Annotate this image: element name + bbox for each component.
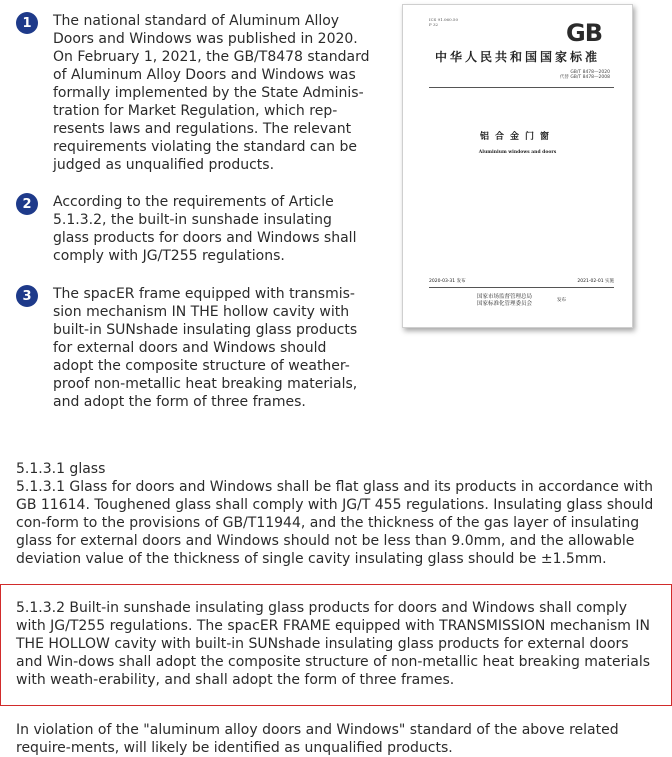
point-3-text: The spacER frame equipped with transmis- sion mechanism IN THE hollow cavity with built-in SUNshade insulating glass products for external doors and Windows should adopt the composite structure of weather- proof non-metallic heat breaking materials, and adopt the form of three frames. <box>53 286 358 410</box>
doc-divider <box>429 87 614 88</box>
section-heading: 5.1.3.1 glass <box>16 461 106 477</box>
conclusion-text: In violation of the "aluminum alloy doors and Windows" standard of the above related require-ments, will likely be identified as unqualified products. <box>16 722 619 756</box>
number-badge-2: 2 <box>16 193 38 215</box>
doc-ics-codes: ICS 91.060.50 P 32 <box>429 17 459 27</box>
gb-logo: GB <box>566 19 602 47</box>
number-badge-1: 1 <box>16 12 38 34</box>
doc-issue-date: 2020-03-31 发布 <box>429 279 466 284</box>
point-1 <box>16 12 376 174</box>
highlighted-clause-box <box>0 584 672 706</box>
section-body: 5.1.3.1 Glass for doors and Windows shall be flat glass and its products in accordance with GB 11614. Toughened glass shall comply with JG/T 455 regulations. Insulating glass should con-form to the provisions of GB/T11944, and the thickness of the gas layer of insulating glass for external doors and Windows should not be less than 9.0mm, and the allowable deviation value of the thickness of single cavity insulating glass should be ±1.5mm. <box>16 479 654 567</box>
doc-organization: 中华人民共和国国家标准 <box>434 50 600 64</box>
doc-issue-word: 发布 <box>557 298 566 303</box>
point-3 <box>16 285 376 411</box>
point-1-text: The national standard of Aluminum Alloy Doors and Windows was published in 2020. On February 1, 2021, the GB/T8478 standard of Aluminum Alloy Doors and Windows was formally implemented by the State Adminis- tration for Market Regulation, which rep- resents laws and regulations. The relevant requirements violating the standard can be judged as unqualified products. <box>53 13 370 173</box>
doc-title-chinese: 铝合金门窗 <box>479 132 555 142</box>
doc-issuers: 国家市场监督管理总局 国家标准化管理委员会 <box>477 294 533 307</box>
highlighted-clause-text: 5.1.3.2 Built-in sunshade insulating glass products for doors and Windows shall comply with JG/T255 regulations. The spacER FRAME equipped with TRANSMISSION mechanism IN THE HOLLOW cavity with built-in SUNshade insulating glass products for external doors and Win-dows shall adopt the composite structure of non-metallic heat breaking materials with weath-erability, and shall adopt the form of three frames. <box>16 600 651 688</box>
doc-implementation-date: 2021-02-01 实施 <box>577 279 614 284</box>
doc-standard-number: GB/T 8478—2020 代替 GB/T 8478—2008 <box>559 70 610 80</box>
number-badge-3: 3 <box>16 285 38 307</box>
doc-title-english: Aluminium windows and doors <box>478 150 557 155</box>
standard-document-cover <box>402 4 633 328</box>
doc-bottom-divider <box>429 287 614 288</box>
point-2-text: According to the requirements of Article 5.1.3.2, the built-in sunshade insulating glass products for doors and Windows shall comply with JG/T255 regulations. <box>53 194 357 264</box>
point-2 <box>16 193 376 265</box>
